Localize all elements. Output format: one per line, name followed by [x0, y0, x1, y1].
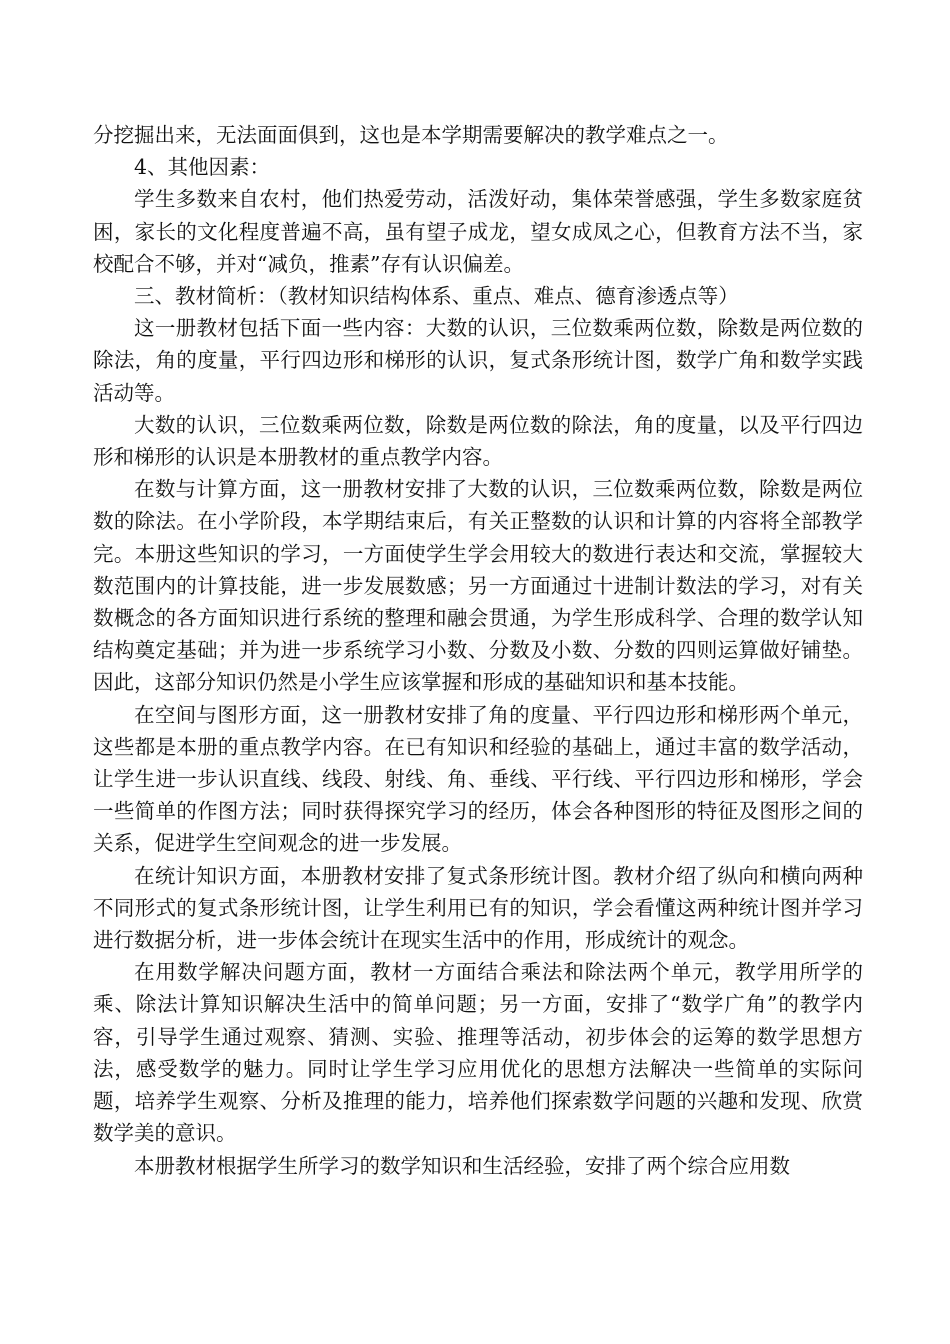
- paragraph-textbook-contents: 这一册教材包括下面一些内容：大数的认识，三位数乘两位数，除数是两位数的除法，角的度量，平行四边形和梯形的认识，复式条形统计图，数学广角和数学实践活动等。: [93, 316, 863, 405]
- paragraph-problem-solving: 在用数学解决问题方面，教材一方面结合乘法和除法两个单元，教学用所学的乘、除法计算知识解决生活中的简单问题；另一方面，安排了“数学广角”的教学内容，引导学生通过观察、猜测、实验、推理等活动，初步体会的运筹的数学思想方法，感受数学的魅力。同时让学生学习应用优化的思想方法解决一些简单的实际问题，培养学生观察、分析及推理的能力，培养他们探索数学问题的兴趣和发现、欣赏数学美的意识。: [93, 960, 863, 1146]
- paragraph-students: 学生多数来自农村，他们热爱劳动，活泼好动，集体荣誉感强，学生多数家庭贫困，家长的文化程度普遍不高，虽有望子成龙，望女成凤之心，但教育方法不当，家校配合不够，并对“减负，推素”存有认识偏差。: [93, 187, 863, 276]
- paragraph-number-calculation: 在数与计算方面，这一册教材安排了大数的认识，三位数乘两位数，除数是两位数的除法。在小学阶段，本学期结束后，有关正整数的认识和计算的内容将全部教学完。本册这些知识的学习，一方面使学生学会用较大的数进行表达和交流，掌握较大数范围内的计算技能，进一步发展数感；另一方面通过十进制计数法的学习，对有关数概念的各方面知识进行系统的整理和融会贯通，为学生形成科学、合理的数学认知结构奠定基础；并为进一步系统学习小数、分数及小数、分数的四则运算做好铺垫。因此，这部分知识仍然是小学生应该掌握和形成的基础知识和基本技能。: [93, 477, 863, 695]
- paragraph-key-content: 大数的认识，三位数乘两位数，除数是两位数的除法，角的度量，以及平行四边形和梯形的认识是本册教材的重点教学内容。: [93, 412, 863, 470]
- paragraph-continued: 分挖掘出来，无法面面俱到，这也是本学期需要解决的教学难点之一。: [93, 123, 729, 147]
- paragraph-practice-activities: 本册教材根据学生所学习的数学知识和生活经验，安排了两个综合应用数: [134, 1153, 790, 1178]
- heading-other-factors: 4、其他因素：: [134, 155, 271, 180]
- paragraph-space-geometry: 在空间与图形方面，这一册教材安排了角的度量、平行四边形和梯形两个单元，这些都是本册的重点教学内容。在已有知识和经验的基础上，通过丰富的数学活动，让学生进一步认识直线、线段、射线、角、垂线、平行线、平行四边形和梯形，学会一些简单的作图方法；同时获得探究学习的经历，体会各种图形的特征及图形之间的关系，促进学生空间观念的进一步发展。: [93, 702, 863, 856]
- heading-textbook-analysis: 三、教材简析：（教材知识结构体系、重点、难点、德育渗透点等）: [134, 284, 739, 309]
- document-body: [93, 119, 863, 1182]
- paragraph-statistics: 在统计知识方面，本册教材安排了复式条形统计图。教材介绍了纵向和横向两种不同形式的复式条形统计图，让学生利用已有的知识，学会看懂这两种统计图并学习进行数据分析，进一步体会统计在现实生活中的作用，形成统计的观念。: [93, 863, 863, 953]
